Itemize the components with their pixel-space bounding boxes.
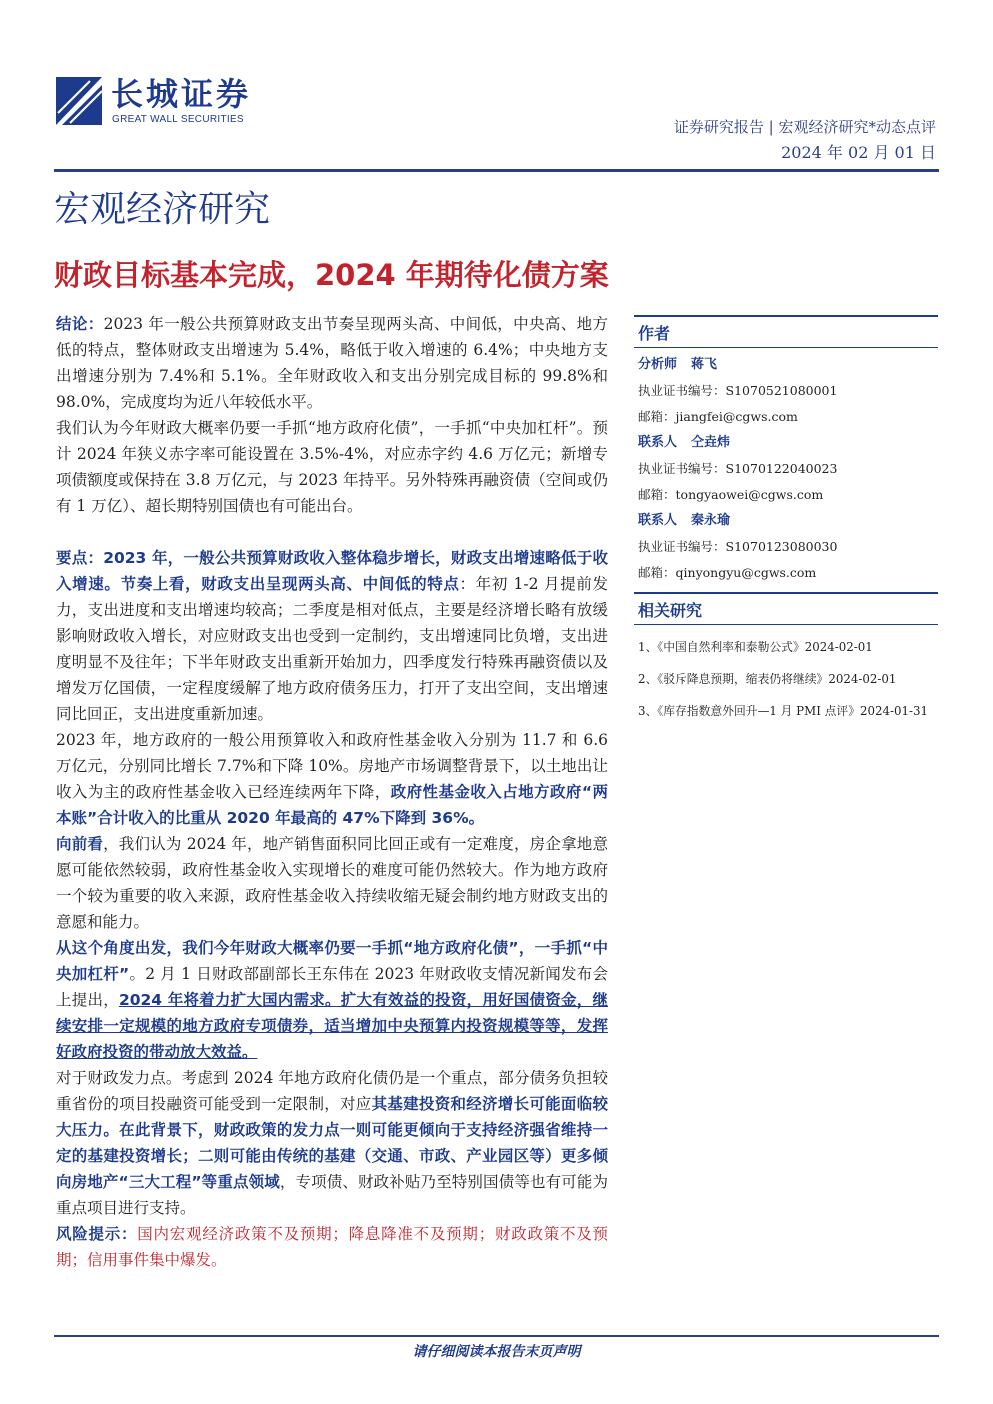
report-category: 宏观经济研究: [54, 189, 271, 230]
sidebar: [634, 315, 938, 727]
cert-number: S1070521080001: [725, 383, 838, 398]
header-divider: [54, 169, 939, 172]
keypoints-lead: 要点：2023 年，一般公共预算财政收入整体稳步增长，财政支出增速略低于收入增速。节奏上看，财政支出呈现两头高、中间低的特点: [56, 549, 608, 593]
report-type: 证券研究报告 | 宏观经济研究*动态点评: [673, 118, 936, 136]
email-label: 邮箱：: [638, 409, 676, 424]
contact-entry: [634, 430, 938, 508]
related-research-item[interactable]: 1、《中国自然利率和泰勒公式》2024-02-01: [638, 640, 873, 654]
related-research-title: 相关研究: [634, 592, 938, 625]
paragraph-local-revenue: 2023 年，地方政府的一般公用预算收入和政府性基金收入分别为 11.7 和 6.6 万亿元，分别同比增长 7.7%和下降 10%。房地产市场调整背景下，以土地出让收入为主的政府性基金收入已经连续两年下降，政府性基金收入占地方政府“两本账”合计收入的比重从 2020 年最高的 47%下降到 36%。: [56, 731, 608, 827]
conclusion-label: 结论：: [56, 315, 104, 333]
cert-label: 执业证书编号：: [638, 383, 726, 398]
fiscal-policy-quote: 2024 年将着力扩大国内需求。扩大有效益的投资，用好国债资金，继续安排一定规模的地方政府专项债券，适当增加中央预算内投资规模等等，发挥好政府投资的带动放大效益。: [56, 991, 608, 1061]
contact-entry: [634, 508, 938, 586]
local-revenue-highlight: 政府性基金收入占地方政府“两本账”合计收入的比重从 2020 年最高的 47%下降到 36%。: [56, 783, 608, 827]
email-link[interactable]: qinyongyu@cgws.com: [675, 565, 817, 580]
cert-label: 执业证书编号：: [638, 539, 726, 554]
related-research-item[interactable]: 3、《库存指数意外回升—1 月 PMI 点评》2024-01-31: [638, 704, 929, 718]
email-label: 邮箱：: [638, 565, 676, 580]
cert-number: S1070123080030: [725, 539, 838, 554]
paragraph-fiscal-policy: 从这个角度出发，我们今年财政大概率仍要一手抓“地方政府化债”，一手抓“中央加杠杆”。2 月 1 日财政部副部长王东伟在 2023 年财政收支情况新闻发布会上提出，2024 年将着力扩大国内需求。扩大有效益的投资，用好国债资金，继续安排一定规模的地方政府专项债券，适当增加中央预算内投资规模等等，发挥好政府投资的带动放大效益。: [56, 939, 608, 1061]
report-headline: 财政目标基本完成，2024 年期待化债方案: [54, 258, 609, 292]
brand-name-cn: 长城证券: [111, 75, 252, 113]
contact-role: 联系人: [638, 513, 678, 528]
email-label: 邮箱：: [638, 487, 676, 502]
contact-role: 联系人: [638, 435, 678, 450]
risk-label: 风险提示：: [56, 1225, 138, 1243]
forward-label: 向前看: [56, 835, 104, 853]
paragraph-fiscal-focus: 对于财政发力点。考虑到 2024 年地方政府化债仍是一个重点，部分债务负担较重省份的项目投融资可能受到一定限制，对应其基建投资和经济增长可能面临较大压力。在此背景下，财政政策的发力点一则可能更倾向于支持经济强省维持一定的基建投资增长；二则可能由传统的基建（交通、市政、产业园区等）更多倾向房地产“三大工程”等重点领域，专项债、财政补贴乃至特别国债等也有可能为重点项目进行支持。: [56, 1069, 608, 1217]
authors-title: 作者: [634, 315, 938, 348]
cert-label: 执业证书编号：: [638, 461, 726, 476]
paragraph-risk: [56, 1221, 608, 1273]
author-name: 蒋飞: [691, 357, 718, 372]
brand-logo: [54, 75, 274, 130]
brand-name-en: GREAT WALL SECURITIES: [112, 114, 244, 125]
author-role: 分析师: [638, 357, 678, 372]
paragraph-conclusion: 结论：2023 年一般公共预算财政支出节奏呈现两头高、中间低，中央高、地方低的特点，整体财政支出增速为 5.4%，略低于收入增速的 6.4%；中央地方支出增速分别为 7.4%和 5.1%。全年财政收入和支出分别完成目标的 99.8%和 98.0%，完成度均为近八年较低水平。: [56, 315, 608, 411]
paragraph-outlook: 我们认为今年财政大概率仍要一手抓“地方政府化债”，一手抓“中央加杠杆”。预计 2024 年狭义赤字率可能设置在 3.5%-4%，对应赤字约 4.6 万亿元；新增专项债额度或保持在 3.8 万亿元，与 2023 年持平。另外特殊再融资债（空间或仍有 1 万亿）、超长期特别国债也有可能出台。: [56, 419, 608, 515]
great-wall-logo-icon: [54, 75, 104, 127]
fiscal-policy-lead: 从这个角度出发，我们今年财政大概率仍要一手抓“地方政府化债”，一手抓“中央加杠杆”: [56, 939, 608, 983]
report-date: 2024 年 02 月 01 日: [781, 143, 936, 162]
contact-name: 仝垚炜: [691, 435, 731, 450]
email-link[interactable]: tongyaowei@cgws.com: [675, 487, 824, 502]
related-research-item[interactable]: 2、《驳斥降息预期，缩表仍将继续》2024-02-01: [638, 672, 897, 686]
contact-name: 秦永瑜: [691, 513, 731, 528]
paragraph-keypoints: 要点：2023 年，一般公共预算财政收入整体稳步增长，财政支出增速略低于收入增速。节奏上看，财政支出呈现两头高、中间低的特点：年初 1-2 月提前发力，支出进度和支出增速均较高；二季度是相对低点，主要是经济增长略有放缓影响财政收入增长，对应财政支出也受到一定制约，支出增速同比负增，支出进度明显不及往年；下半年财政支出重新开始加力，四季度发行特殊再融资债以及增发万亿国债，一定程度缓解了地方政府债务压力，打开了支出空间，支出增速同比回正，支出进度重新加速。: [56, 549, 608, 723]
report-body: [56, 311, 608, 1273]
footer-disclaimer: 请仔细阅读本报告末页声明: [412, 1344, 581, 1360]
footer-divider: [54, 1335, 939, 1337]
cert-number: S1070122040023: [725, 461, 838, 476]
risk-text: 国内宏观经济政策不及预期；降息降准不及预期；财政政策不及预期；信用事件集中爆发。: [56, 1225, 608, 1269]
fiscal-focus-highlight: 其基建投资和经济增长可能面临较大压力。在此背景下，财政政策的发力点一则可能更倾向于支持经济强省维持一定的基建投资增长；二则可能由传统的基建（交通、市政、产业园区等）更多倾向房地产“三大工程”等重点领域: [56, 1095, 608, 1191]
author-entry: [634, 352, 938, 430]
email-link[interactable]: jiangfei@cgws.com: [675, 409, 798, 424]
paragraph-forward: 向前看，我们认为 2024 年，地产销售面积同比回正或有一定难度，房企拿地意愿可能依然较弱，政府性基金收入实现增长的难度可能仍然较大。作为地方政府一个较为重要的收入来源，政府性基金收入持续收缩无疑会制约地方财政支出的意愿和能力。: [56, 835, 608, 931]
